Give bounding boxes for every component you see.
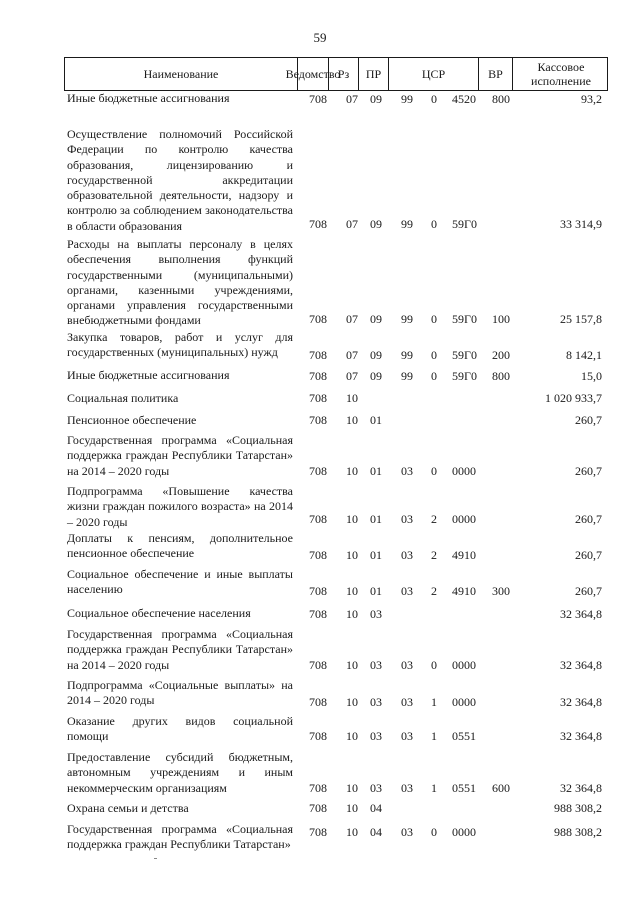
cell-pr: 01 <box>370 413 382 427</box>
cell-ved: 708 <box>309 312 327 326</box>
cell-csr-subprogram: 0 <box>431 464 437 478</box>
cell-sum: 8 142,1 <box>566 348 602 362</box>
cell-sum: 25 157,8 <box>560 312 602 326</box>
cell-ved: 708 <box>309 348 327 362</box>
table-row <box>0 746 640 798</box>
cell-rz: 10 <box>346 584 358 598</box>
cell-vr: 200 <box>492 348 510 362</box>
cell-sum: 32 364,8 <box>560 729 602 743</box>
table-row <box>0 601 640 624</box>
header-sum: Кассовое исполнение <box>531 60 591 88</box>
cell-ved: 708 <box>309 512 327 526</box>
row-name: Подпрограмма «Социальные выплаты» на 2014 – 2020 годы <box>67 678 293 708</box>
table-row <box>0 408 640 430</box>
cell-csr-code: 4520 <box>452 92 476 106</box>
cell-csr-program: 99 <box>401 217 413 231</box>
cell-ved: 708 <box>309 413 327 427</box>
cell-pr: 03 <box>370 658 382 672</box>
table-row <box>0 675 640 712</box>
header-vr: ВР <box>479 58 513 90</box>
header-pr: ПР <box>359 58 389 90</box>
cell-sum: 260,7 <box>575 512 602 526</box>
cell-ved: 708 <box>309 391 327 405</box>
cell-csr-program: 03 <box>401 658 413 672</box>
cell-csr-program: 03 <box>401 729 413 743</box>
table-row <box>0 386 640 408</box>
cell-ved: 708 <box>309 217 327 231</box>
cell-rz: 10 <box>346 695 358 709</box>
header-ved: Ведомство <box>298 58 329 90</box>
cell-rz: 10 <box>346 512 358 526</box>
header-name: Наименование <box>65 58 298 90</box>
cell-pr: 09 <box>370 217 382 231</box>
cell-rz: 10 <box>346 781 358 795</box>
cell-ved: 708 <box>309 781 327 795</box>
cell-csr-code: 59Г0 <box>452 312 477 326</box>
cell-sum: 32 364,8 <box>560 695 602 709</box>
cell-csr-code: 0000 <box>452 464 476 478</box>
row-name: Подпрограмма «Повышение качества жизни граждан пожилого возраста» на 2014 – 2020 годы <box>67 484 293 529</box>
table-row <box>0 109 640 234</box>
row-name: Социальное обеспечение населения <box>67 606 251 620</box>
cell-rz: 10 <box>346 413 358 427</box>
cell-rz: 10 <box>346 658 358 672</box>
cell-vr: 800 <box>492 369 510 383</box>
cell-csr-subprogram: 0 <box>431 348 437 362</box>
cell-csr-code: 0000 <box>452 658 476 672</box>
cell-vr: 300 <box>492 584 510 598</box>
cell-sum: 32 364,8 <box>560 781 602 795</box>
cell-pr: 09 <box>370 348 382 362</box>
cell-pr: 01 <box>370 548 382 562</box>
cell-csr-subprogram: 0 <box>431 92 437 106</box>
cell-ved: 708 <box>309 658 327 672</box>
row-name: Оказание других видов социальной помощи <box>67 714 293 744</box>
cell-csr-program: 03 <box>401 464 413 478</box>
cell-ved: 708 <box>309 584 327 598</box>
row-name: Осуществление полномочий Российской Федерации по контролю качества образования, лицензированию и государственной аккредитации образовательной деятельности, надзору и контролю за соблюдением законодательства в области образования <box>67 127 293 233</box>
cell-csr-program: 03 <box>401 825 413 839</box>
cell-sum: 15,0 <box>581 369 602 383</box>
cell-sum: 260,7 <box>575 548 602 562</box>
cell-csr-program: 99 <box>401 92 413 106</box>
cell-ved: 708 <box>309 607 327 621</box>
cell-vr: 800 <box>492 92 510 106</box>
cell-ved: 708 <box>309 548 327 562</box>
cell-rz: 10 <box>346 391 358 405</box>
cell-csr-subprogram: 0 <box>431 217 437 231</box>
table-row <box>0 329 640 365</box>
row-name: Иные бюджетные ассигнования <box>67 91 230 105</box>
cell-pr: 09 <box>370 312 382 326</box>
row-name: Государственная программа «Социальная поддержка граждан Республики Татарстан» <box>67 822 293 852</box>
table-row <box>0 529 640 565</box>
scan-mark <box>154 858 157 859</box>
cell-rz: 07 <box>346 348 358 362</box>
cell-ved: 708 <box>309 695 327 709</box>
cell-csr-code: 0000 <box>452 825 476 839</box>
cell-csr-program: 03 <box>401 548 413 562</box>
cell-pr: 03 <box>370 607 382 621</box>
cell-ved: 708 <box>309 92 327 106</box>
cell-pr: 03 <box>370 695 382 709</box>
cell-pr: 03 <box>370 729 382 743</box>
table-row <box>0 818 640 854</box>
cell-csr-program: 99 <box>401 312 413 326</box>
cell-sum: 260,7 <box>575 464 602 478</box>
cell-rz: 10 <box>346 464 358 478</box>
row-name: Расходы на выплаты персоналу в целях обеспечения выполнения функций государственными (муниципальными) органами, казенными учреждениями, органами управления государственными внебюджетными фондами <box>67 237 293 328</box>
cell-ved: 708 <box>309 464 327 478</box>
cell-rz: 07 <box>346 92 358 106</box>
cell-csr-code: 4910 <box>452 584 476 598</box>
cell-csr-subprogram: 2 <box>431 512 437 526</box>
cell-sum: 260,7 <box>575 413 602 427</box>
cell-sum: 988 308,2 <box>554 801 602 815</box>
cell-vr: 600 <box>492 781 510 795</box>
cell-pr: 01 <box>370 464 382 478</box>
table-row <box>0 624 640 675</box>
cell-sum: 260,7 <box>575 584 602 598</box>
cell-csr-code: 0551 <box>452 729 476 743</box>
cell-csr-code: 0551 <box>452 781 476 795</box>
cell-sum: 1 020 933,7 <box>545 391 602 405</box>
cell-csr-subprogram: 1 <box>431 781 437 795</box>
row-name: Пенсионное обеспечение <box>67 413 197 427</box>
row-name: Охрана семьи и детства <box>67 801 189 815</box>
cell-csr-program: 03 <box>401 584 413 598</box>
cell-csr-code: 59Г0 <box>452 217 477 231</box>
row-name: Доплаты к пенсиям, дополнительное пенсионное обеспечение <box>67 531 293 561</box>
cell-csr-program: 03 <box>401 695 413 709</box>
cell-csr-subprogram: 0 <box>431 658 437 672</box>
row-name: Закупка товаров, работ и услуг для государственных (муниципальных) нужд <box>67 330 293 360</box>
table-row <box>0 91 640 109</box>
cell-rz: 10 <box>346 729 358 743</box>
cell-sum: 33 314,9 <box>560 217 602 231</box>
header-rz: Рз <box>329 58 359 90</box>
cell-csr-code: 0000 <box>452 695 476 709</box>
table-body <box>0 91 640 854</box>
cell-sum: 93,2 <box>581 92 602 106</box>
table-row <box>0 712 640 746</box>
cell-csr-subprogram: 0 <box>431 369 437 383</box>
cell-csr-program: 03 <box>401 512 413 526</box>
cell-rz: 10 <box>346 825 358 839</box>
cell-rz: 10 <box>346 801 358 815</box>
cell-pr: 09 <box>370 369 382 383</box>
cell-csr-subprogram: 1 <box>431 695 437 709</box>
cell-pr: 04 <box>370 825 382 839</box>
cell-ved: 708 <box>309 369 327 383</box>
cell-pr: 03 <box>370 781 382 795</box>
page-number: 59 <box>313 30 327 45</box>
row-name: Иные бюджетные ассигнования <box>67 368 230 382</box>
row-name: Социальное обеспечение и иные выплаты населению <box>67 567 293 597</box>
table-row <box>0 430 640 481</box>
cell-sum: 32 364,8 <box>560 607 602 621</box>
row-name: Государственная программа «Социальная поддержка граждан Республики Татарстан» на 2014 – 2020 годы <box>67 627 293 672</box>
cell-vr: 100 <box>492 312 510 326</box>
cell-rz: 10 <box>346 548 358 562</box>
cell-sum: 32 364,8 <box>560 658 602 672</box>
cell-pr: 01 <box>370 584 382 598</box>
cell-csr-code: 4910 <box>452 548 476 562</box>
table-row <box>0 234 640 329</box>
cell-csr-code: 59Г0 <box>452 348 477 362</box>
cell-csr-subprogram: 2 <box>431 584 437 598</box>
cell-ved: 708 <box>309 729 327 743</box>
table-row <box>0 365 640 386</box>
cell-rz: 07 <box>346 312 358 326</box>
row-name: Государственная программа «Социальная поддержка граждан Республики Татарстан» на 2014 – 2020 годы <box>67 433 293 478</box>
cell-rz: 07 <box>346 369 358 383</box>
header-csr: ЦСР <box>389 58 479 90</box>
cell-csr-subprogram: 0 <box>431 825 437 839</box>
table-row <box>0 798 640 818</box>
row-name: Предоставление субсидий бюджетным, автономным учреждениям и иным некоммерческим организациям <box>67 750 293 795</box>
cell-csr-subprogram: 2 <box>431 548 437 562</box>
cell-pr: 09 <box>370 92 382 106</box>
cell-csr-code: 0000 <box>452 512 476 526</box>
cell-pr: 04 <box>370 801 382 815</box>
cell-csr-program: 03 <box>401 781 413 795</box>
cell-csr-subprogram: 1 <box>431 729 437 743</box>
table-row <box>0 481 640 529</box>
cell-csr-code: 59Г0 <box>452 369 477 383</box>
cell-sum: 988 308,2 <box>554 825 602 839</box>
table-header <box>64 57 608 91</box>
cell-ved: 708 <box>309 825 327 839</box>
cell-csr-program: 99 <box>401 369 413 383</box>
cell-rz: 10 <box>346 607 358 621</box>
cell-csr-program: 99 <box>401 348 413 362</box>
cell-csr-subprogram: 0 <box>431 312 437 326</box>
row-name: Социальная политика <box>67 391 179 405</box>
cell-ved: 708 <box>309 801 327 815</box>
cell-rz: 07 <box>346 217 358 231</box>
table-row <box>0 565 640 601</box>
cell-pr: 01 <box>370 512 382 526</box>
